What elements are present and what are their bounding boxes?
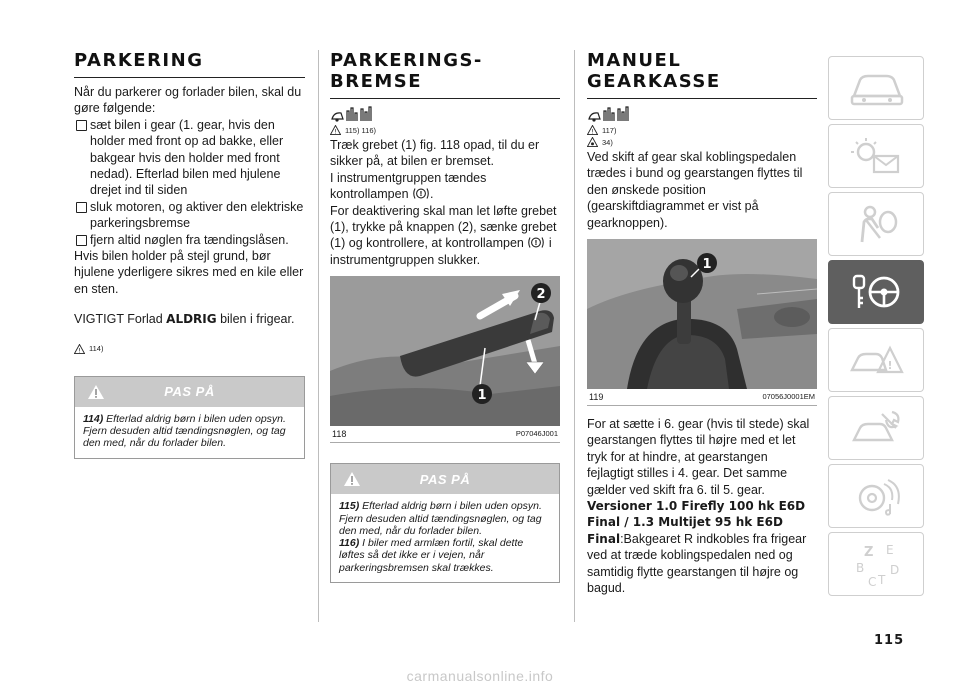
gear-lever-illustration (587, 239, 817, 389)
chapter-tab-safety[interactable] (828, 192, 924, 256)
note-reference[interactable]: 34) (587, 137, 817, 147)
body-text: I instrumentgruppen tændes kontrollampen ! . (330, 170, 487, 202)
warning-reference[interactable]: ! 117) (587, 125, 817, 135)
parking-brake-warning-icon (527, 236, 545, 249)
section-parkeringsbremse (330, 50, 560, 583)
svg-text:!: ! (887, 359, 893, 372)
parking-brake-warning-icon (412, 187, 430, 200)
caution-title: PAS PÅ (419, 471, 471, 487)
dashboard-car-icon (846, 66, 906, 110)
chapter-tab-dashboard[interactable] (828, 56, 924, 120)
warning-reference[interactable]: ! 115) 116) (330, 125, 560, 135)
callout-1: 1 (702, 257, 712, 273)
section-heading: MANUEL GEARKASSE (587, 50, 817, 99)
column-divider (574, 50, 575, 622)
column-divider (318, 50, 319, 622)
intro-text: Når du parkerer og forlader bilen, skal du gøre følgende: (74, 85, 302, 116)
svg-text:D: D (890, 563, 900, 577)
warning-reference[interactable]: ! 114) (74, 344, 305, 354)
chapter-tab-index[interactable] (828, 532, 924, 596)
section-heading: PARKERINGS- BREMSE (330, 50, 560, 99)
important-note: VIGTIGT Forlad ALDRIG bilen i frigear. (74, 312, 295, 327)
hand-note-icon (587, 137, 598, 147)
steering-wheel-key-icon (846, 270, 906, 314)
warning-triangle-icon (74, 344, 85, 354)
symbol-row (587, 105, 817, 123)
chapter-tab-lights[interactable] (828, 124, 924, 188)
figure-code: 07056J0001EM (762, 392, 815, 402)
caution-title: PAS PÅ (164, 384, 215, 400)
caution-header (331, 464, 559, 494)
body-text: Hvis bilen holder på stejl grund, bør hjulene yderligere sikres med en kile eller en sten. (74, 249, 304, 296)
alphabet-index-icon (846, 540, 906, 588)
section-heading: PARKERING (74, 50, 305, 78)
list-item: fjern altid nøglen fra tændingslåsen. (74, 232, 305, 248)
caution-text: 115) Efterlad aldrig børn i bilen uden opsyn. Fjern desuden altid tændingsnøglen, og tag den med, når du forlader bilen. 116) I biler med armlæn fortil, skal dette løftes så det ikke er i vejen, når parkeringsbremsen skal trækkes. (339, 500, 542, 574)
list-item: sluk motoren, og aktiver den elektriske parkeringsbremse (74, 199, 305, 232)
vehicle-symbols-icon (587, 105, 633, 123)
accident-warning-icon (846, 338, 906, 382)
airbag-seatbelt-icon (846, 202, 906, 246)
page-number: 115 (874, 633, 905, 648)
figure-number: 118 (332, 429, 347, 440)
figure-number: 119 (589, 392, 604, 403)
chapter-tab-starting-driving[interactable] (828, 260, 924, 324)
chapter-tab-multimedia[interactable] (828, 464, 924, 528)
svg-text:!: ! (534, 239, 538, 248)
svg-text:E: E (886, 543, 894, 557)
svg-text:B: B (856, 561, 865, 575)
warning-triangle-icon (330, 125, 341, 135)
figure-caption (330, 426, 560, 443)
wrench-car-icon (846, 406, 906, 450)
chapter-tab-emergency[interactable] (828, 328, 924, 392)
svg-text:!: ! (78, 347, 81, 354)
svg-text:C: C (868, 575, 877, 588)
callout-2: 2 (536, 287, 546, 303)
svg-text:Z: Z (864, 545, 874, 560)
caution-header (75, 377, 304, 407)
svg-text:!: ! (334, 128, 337, 135)
body-text: Versioner 1.0 Firefly 100 hk E6D Final / 1.3 Multijet 95 hk E6D Final:Bakgearet R indkobles fra frigear ved at træde koblingspedalen ned og samtidig flytte gearstangen til højre og bagud. (587, 499, 807, 596)
svg-text:!: ! (419, 190, 423, 199)
watermark: carmanualsonline.info (406, 668, 554, 683)
svg-text:T: T (878, 573, 886, 587)
symbol-row (330, 105, 560, 123)
section-manuel-gearkasse (587, 50, 817, 597)
figure-118-handbrake (330, 276, 560, 426)
vehicle-symbols-icon (330, 105, 376, 123)
caution-box (74, 376, 305, 459)
figure-caption (587, 389, 817, 406)
chapter-tab-maintenance[interactable] (828, 396, 924, 460)
chapter-tabs (828, 56, 924, 600)
body-text: Ved skift af gear skal koblingspedalen trædes i bund og gearstangen flyttes til den ønskede position (gearskiftdiagrammet er vist på gearknoppen). (587, 150, 803, 230)
body-text: For at sætte i 6. gear (hvis til stede) skal gearstangen flyttes til højre med et let tryk for at hindre, at gearstangen fejlagtigt stilles i 4. gear. Det samme gælder ved skift fra 6. til 5. gear. (587, 417, 810, 497)
section-parkering (74, 50, 305, 459)
figure-code: P07046J001 (515, 429, 558, 439)
handbrake-illustration (330, 276, 560, 426)
media-settings-icon (846, 474, 906, 518)
body-text: For deaktivering skal man let løfte grebet (1), trykke på knappen (2), sænke grebet (1) og kontrollere, at kontrollampen ! i instrumentgruppen slukker. (330, 203, 557, 267)
caution-box (330, 463, 560, 583)
list-item: sæt bilen i gear (1. gear, hvis den holder med front op ad bakke, eller bakgear hvis den holder med front nedad). Efterlad bilen med hjulene drejet ind til siden (74, 117, 305, 199)
svg-text:!: ! (591, 128, 594, 135)
figure-119-gear-lever (587, 239, 817, 389)
body-text: Træk grebet (1) fig. 118 opad, til du er sikker på, at bilen er bremset. (330, 138, 540, 169)
warning-triangle-icon (587, 125, 598, 135)
caution-text: 114) Efterlad aldrig børn i bilen uden opsyn. Fjern desuden altid tændingsnøglen, og tag den med, når du forlader bilen. (83, 412, 286, 450)
lights-envelope-icon (846, 134, 906, 178)
callout-1: 1 (477, 388, 487, 404)
